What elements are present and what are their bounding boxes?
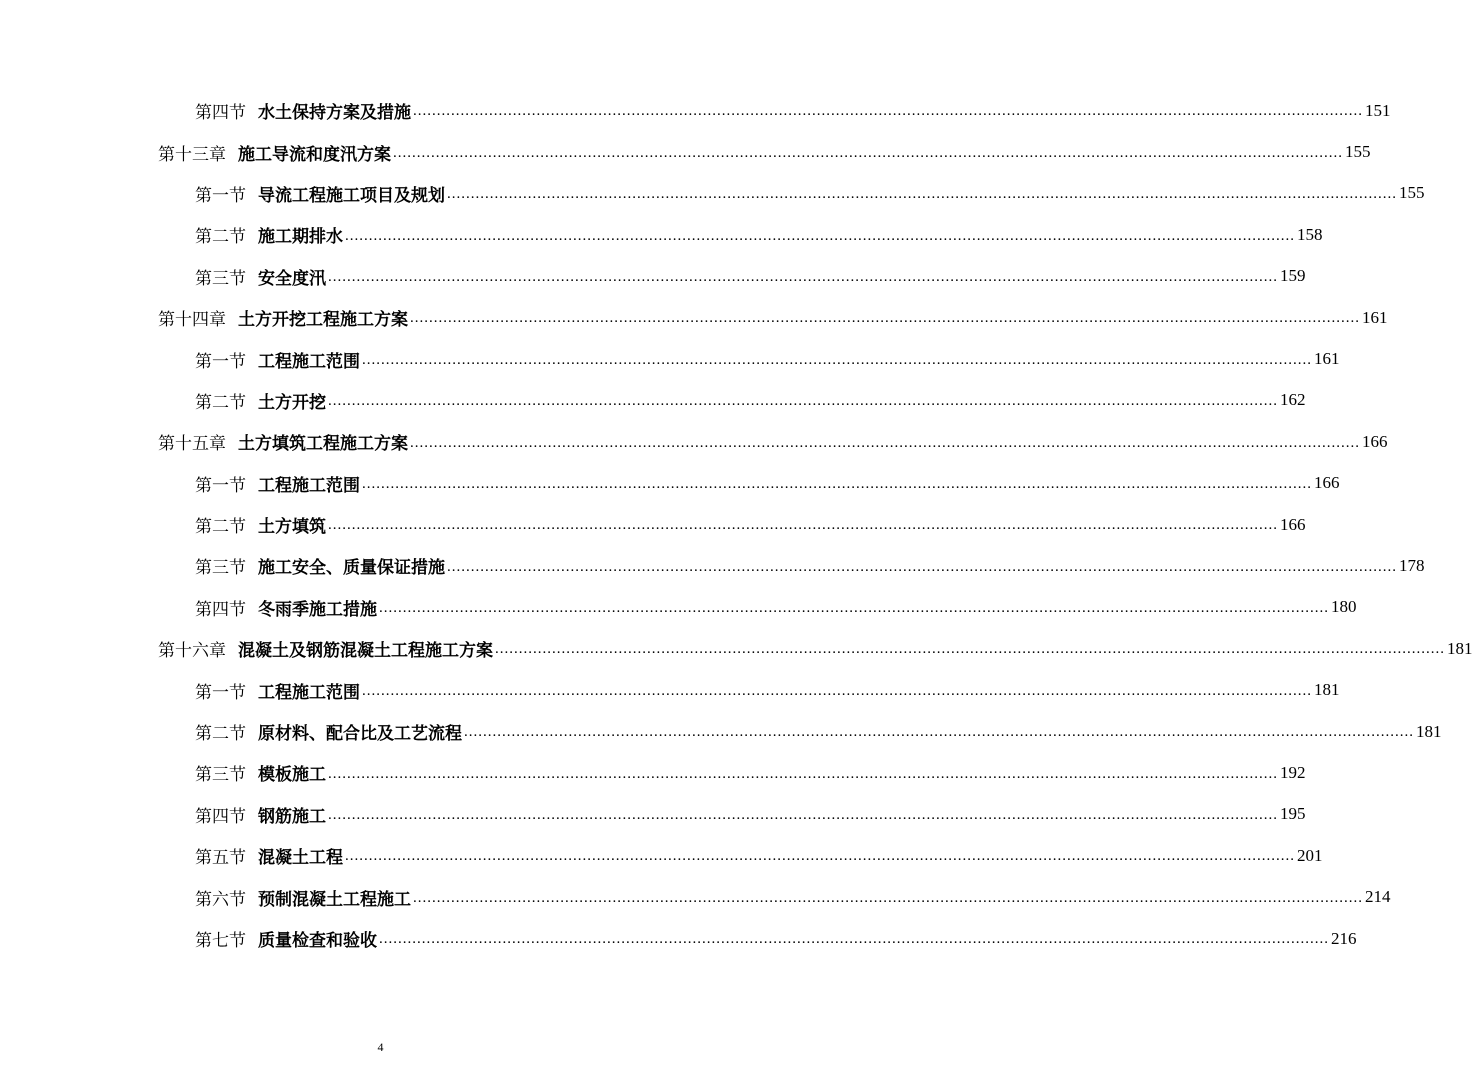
toc-dot-leader: ........................................................................................................................................................................................................ (410, 434, 1360, 451)
toc-chapter-entry[interactable] (0, 131, 1371, 172)
toc-dot-leader: ........................................................................................................................................................................................................ (410, 310, 1360, 327)
toc-entry-page: 166 (1280, 514, 1306, 534)
toc-entry-number: 第一节 (195, 475, 246, 496)
toc-chapter-entry[interactable] (0, 421, 1388, 462)
toc-dot-leader: ........................................................................................................................................................................................................ (362, 351, 1312, 368)
toc-entry-page: 166 (1362, 431, 1388, 451)
toc-dot-leader: ........................................................................................................................................................................................................ (393, 144, 1343, 161)
toc-section-entry[interactable] (0, 835, 1323, 876)
toc-entry-number: 第四节 (195, 599, 246, 620)
toc-dot-leader: ........................................................................................................................................................................................................ (362, 475, 1312, 492)
toc-section-entry[interactable] (0, 876, 1391, 917)
toc-entry-number: 第十六章 (158, 641, 226, 662)
toc-dot-leader: ........................................................................................................................................................................................................ (328, 393, 1278, 410)
toc-entry-number: 第二节 (195, 517, 246, 538)
toc-entry-page: 158 (1297, 224, 1323, 244)
toc-entry-title: 混凝土及钢筋混凝土工程施工方案 (238, 641, 493, 662)
toc-entry-title: 土方填筑 (258, 517, 326, 538)
toc-entry-page: 181 (1416, 721, 1442, 741)
toc-entry-page: 195 (1280, 804, 1306, 824)
toc-entry-number: 第四节 (195, 806, 246, 827)
toc-chapter-entry[interactable] (0, 628, 1473, 669)
toc-entry-number: 第三节 (195, 765, 246, 786)
toc-entry-title: 工程施工范围 (258, 682, 360, 703)
toc-entry-title: 导流工程施工项目及规划 (258, 185, 445, 206)
toc-entry-page: 214 (1365, 887, 1391, 907)
toc-entry-number: 第三节 (195, 268, 246, 289)
toc-section-entry[interactable] (0, 256, 1306, 297)
toc-section-entry[interactable] (0, 752, 1306, 793)
toc-section-entry[interactable] (0, 545, 1425, 586)
toc-dot-leader: ........................................................................................................................................................................................................ (362, 682, 1312, 699)
toc-section-entry[interactable] (0, 587, 1357, 628)
toc-entry-page: 178 (1399, 555, 1425, 575)
toc-entry-title: 水土保持方案及措施 (258, 103, 411, 124)
toc-entry-page: 166 (1314, 473, 1340, 493)
toc-dot-leader: ........................................................................................................................................................................................................ (447, 186, 1397, 203)
toc-entry-number: 第二节 (195, 227, 246, 248)
toc-section-entry[interactable] (0, 669, 1340, 710)
toc-section-entry[interactable] (0, 463, 1340, 504)
toc-entry-page: 201 (1297, 845, 1323, 865)
toc-entry-title: 质量检查和验收 (258, 931, 377, 951)
toc-entry-number: 第十四章 (158, 310, 226, 331)
toc-entry-title: 模板施工 (258, 765, 326, 786)
toc-entry-title: 施工期排水 (258, 227, 343, 248)
toc-entry-title: 钢筋施工 (258, 806, 326, 827)
toc-entry-number: 第三节 (195, 558, 246, 579)
toc-entry-title: 预制混凝土工程施工 (258, 889, 411, 910)
toc-entry-number: 第十五章 (158, 434, 226, 455)
toc-entry-number: 第六节 (195, 889, 246, 910)
toc-entry-number: 第二节 (195, 724, 246, 745)
toc-section-entry[interactable] (0, 173, 1425, 214)
toc-section-entry[interactable] (0, 380, 1306, 421)
toc-section-entry[interactable] (0, 338, 1340, 379)
toc-entry-title: 冬雨季施工措施 (258, 599, 377, 620)
toc-dot-leader: ........................................................................................................................................................................................................ (345, 848, 1295, 865)
toc-section-entry[interactable] (0, 214, 1323, 255)
toc-dot-leader: ........................................................................................................................................................................................................ (328, 268, 1278, 285)
toc-entry-number: 第七节 (195, 931, 246, 951)
toc-dot-leader: ........................................................................................................................................................................................................ (379, 931, 1329, 948)
toc-dot-leader: ........................................................................................................................................................................................................ (413, 889, 1363, 906)
toc-section-entry[interactable] (0, 90, 1391, 131)
toc-dot-leader: ........................................................................................................................................................................................................ (328, 807, 1278, 824)
toc-entry-page: 181 (1314, 680, 1340, 700)
toc-entry-number: 第一节 (195, 351, 246, 372)
toc-entry-title: 土方开挖 (258, 392, 326, 413)
toc-entry-number: 第二节 (195, 392, 246, 413)
toc-dot-leader: ........................................................................................................................................................................................................ (328, 517, 1278, 534)
toc-entry-title: 原材料、配合比及工艺流程 (258, 724, 462, 745)
toc-section-entry[interactable] (0, 504, 1306, 545)
toc-entry-title: 工程施工范围 (258, 351, 360, 372)
toc-section-entry[interactable] (0, 711, 1442, 752)
toc-entry-page: 181 (1447, 638, 1473, 658)
toc-entry-number: 第五节 (195, 848, 246, 869)
toc-entry-page: 161 (1362, 307, 1388, 327)
toc-entry-page: 216 (1331, 928, 1357, 948)
toc-entry-title: 工程施工范围 (258, 475, 360, 496)
toc-dot-leader: ........................................................................................................................................................................................................ (495, 641, 1445, 658)
toc-section-entry[interactable] (0, 794, 1306, 835)
toc-entry-page: 155 (1345, 142, 1371, 162)
toc-chapter-entry[interactable] (0, 297, 1388, 338)
toc-entry-page: 155 (1399, 183, 1425, 203)
toc-entry-title: 土方开挖工程施工方案 (238, 310, 408, 331)
toc-entry-page: 180 (1331, 597, 1357, 617)
toc-section-entry[interactable] (0, 918, 1357, 959)
toc-dot-leader: ........................................................................................................................................................................................................ (464, 724, 1414, 741)
toc-entry-number: 第四节 (195, 103, 246, 124)
toc-dot-leader: ........................................................................................................................................................................................................ (328, 765, 1278, 782)
toc-entry-title: 施工安全、质量保证措施 (258, 558, 445, 579)
toc-entry-title: 土方填筑工程施工方案 (238, 434, 408, 455)
toc-dot-leader: ........................................................................................................................................................................................................ (447, 558, 1397, 575)
toc-entry-number: 第十三章 (158, 144, 226, 165)
toc-entry-page: 162 (1280, 390, 1306, 410)
toc-dot-leader: ........................................................................................................................................................................................................ (345, 227, 1295, 244)
toc-entry-title: 安全度汛 (258, 268, 326, 289)
toc-entry-page: 161 (1314, 349, 1340, 369)
table-of-contents (0, 90, 1473, 959)
toc-entry-number: 第一节 (195, 185, 246, 206)
toc-entry-page: 159 (1280, 266, 1306, 286)
toc-entry-title: 施工导流和度汛方案 (238, 144, 391, 165)
toc-entry-number: 第一节 (195, 682, 246, 703)
toc-dot-leader: ........................................................................................................................................................................................................ (379, 600, 1329, 617)
toc-entry-page: 151 (1365, 100, 1391, 120)
toc-entry-page: 192 (1280, 762, 1306, 782)
toc-entry-title: 混凝土工程 (258, 848, 343, 869)
toc-dot-leader: ........................................................................................................................................................................................................ (413, 103, 1363, 120)
page-number: 4 (377, 1040, 384, 1054)
